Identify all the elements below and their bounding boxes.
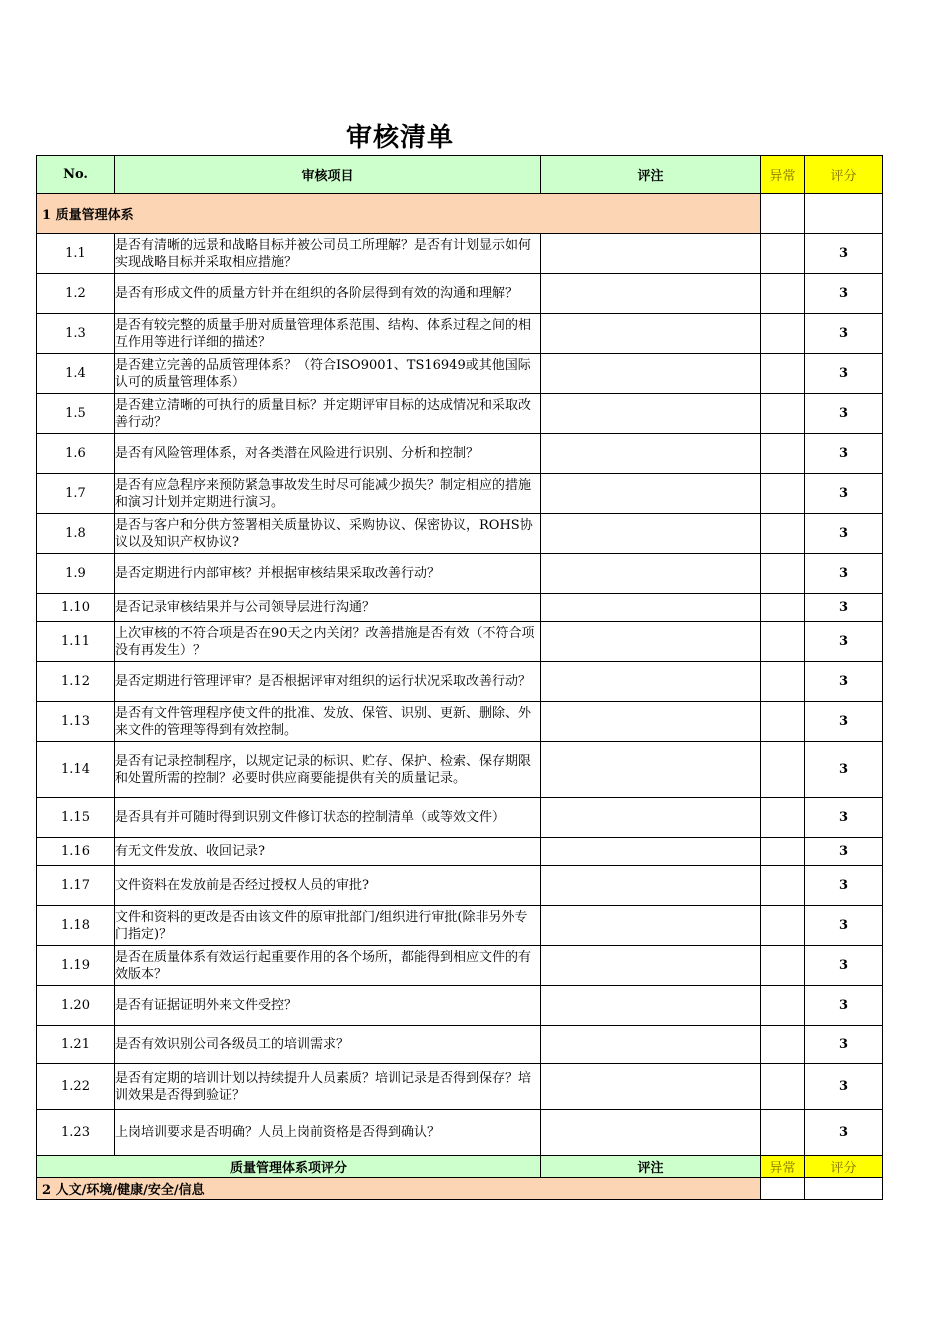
comment-cell[interactable] [541,1110,761,1156]
score-cell[interactable]: 3 [805,838,883,866]
item-text: 是否有形成文件的质量方针并在组织的各阶层得到有效的沟通和理解？ [115,274,541,314]
item-number: 1.2 [37,274,115,314]
comment-cell[interactable] [541,594,761,622]
abnormal-cell[interactable] [761,986,805,1026]
header-row [37,156,883,194]
item-number: 1.4 [37,354,115,394]
score-cell[interactable]: 3 [805,702,883,742]
summary-comment: 评注 [541,1156,761,1178]
page-title: 审核清单 [345,123,454,153]
item-number: 1.3 [37,314,115,354]
comment-cell[interactable] [541,434,761,474]
table-row [37,1026,883,1064]
table-row [37,474,883,514]
score-cell[interactable]: 3 [805,554,883,594]
table-row [37,838,883,866]
item-number: 1.12 [37,662,115,702]
item-text: 文件和资料的更改是否由该文件的原审批部门/组织进行审批(除非另外专门指定)？ [115,906,541,946]
table-row [37,234,883,274]
item-number: 1.1 [37,234,115,274]
item-number: 1.10 [37,594,115,622]
score-cell[interactable]: 3 [805,274,883,314]
abnormal-cell[interactable] [761,1110,805,1156]
abnormal-cell[interactable] [761,514,805,554]
table-row [37,514,883,554]
score-cell[interactable]: 3 [805,314,883,354]
score-cell[interactable]: 3 [805,866,883,906]
audit-table [36,155,883,1200]
comment-cell[interactable] [541,554,761,594]
abnormal-cell[interactable] [761,622,805,662]
score-cell[interactable]: 3 [805,434,883,474]
table-row [37,354,883,394]
section-score-cell[interactable] [805,194,883,234]
item-text: 是否有定期的培训计划以持续提升人员素质？培训记录是否得到保存？培训效果是否得到验证？ [115,1064,541,1110]
summary-row [37,1156,883,1178]
score-cell[interactable]: 3 [805,474,883,514]
abnormal-cell[interactable] [761,434,805,474]
abnormal-cell[interactable] [761,394,805,434]
comment-cell[interactable] [541,946,761,986]
abnormal-cell[interactable] [761,354,805,394]
table-row [37,702,883,742]
table-row [37,986,883,1026]
comment-cell[interactable] [541,474,761,514]
comment-cell[interactable] [541,866,761,906]
item-text: 是否建立清晰的可执行的质量目标？并定期评审目标的达成情况和采取改善行动？ [115,394,541,434]
table-row [37,946,883,986]
header-score: 评分 [805,156,883,194]
item-number: 1.7 [37,474,115,514]
item-text: 是否有清晰的远景和战略目标并被公司员工所理解？是否有计划显示如何实现战略目标并采取相应措施？ [115,234,541,274]
item-number: 1.14 [37,742,115,798]
header-abnormal: 异常 [761,156,805,194]
table-row [37,394,883,434]
section-label: 1 质量管理体系 [37,194,761,234]
item-number: 1.9 [37,554,115,594]
table-row [37,742,883,798]
abnormal-cell[interactable] [761,474,805,514]
abnormal-cell[interactable] [761,946,805,986]
abnormal-cell[interactable] [761,554,805,594]
section-score-cell[interactable] [805,1178,883,1200]
comment-cell[interactable] [541,1064,761,1110]
abnormal-cell[interactable] [761,662,805,702]
comment-cell[interactable] [541,622,761,662]
score-cell[interactable]: 3 [805,906,883,946]
item-text: 上次审核的不符合项是否在90天之内关闭？改善措施是否有效（不符合项没有再发生）？ [115,622,541,662]
score-cell[interactable]: 3 [805,742,883,798]
item-text: 是否有较完整的质量手册对质量管理体系范围、结构、体系过程之间的相互作用等进行详细的描述？ [115,314,541,354]
table-row [37,798,883,838]
comment-cell[interactable] [541,1026,761,1064]
table-row [37,1064,883,1110]
header-item: 审核项目 [115,156,541,194]
table-row [37,554,883,594]
table-row [37,662,883,702]
comment-cell[interactable] [541,234,761,274]
item-text: 是否有风险管理体系，对各类潜在风险进行识别、分析和控制？ [115,434,541,474]
item-number: 1.6 [37,434,115,474]
comment-cell[interactable] [541,798,761,838]
abnormal-cell[interactable] [761,314,805,354]
score-cell[interactable]: 3 [805,798,883,838]
item-number: 1.15 [37,798,115,838]
item-text: 是否具有并可随时得到识别文件修订状态的控制清单（或等效文件） [115,798,541,838]
table-row [37,594,883,622]
item-text: 是否记录审核结果并与公司领导层进行沟通？ [115,594,541,622]
item-number: 1.20 [37,986,115,1026]
score-cell[interactable]: 3 [805,1026,883,1064]
table-row [37,1110,883,1156]
abnormal-cell[interactable] [761,594,805,622]
summary-score: 评分 [805,1156,883,1178]
item-number: 1.17 [37,866,115,906]
score-cell[interactable]: 3 [805,622,883,662]
abnormal-cell[interactable] [761,742,805,798]
comment-cell[interactable] [541,986,761,1026]
score-cell[interactable]: 3 [805,594,883,622]
abnormal-cell[interactable] [761,702,805,742]
comment-cell[interactable] [541,314,761,354]
score-cell[interactable]: 3 [805,1064,883,1110]
abnormal-cell[interactable] [761,1064,805,1110]
section-row [37,1178,883,1200]
comment-cell[interactable] [541,838,761,866]
item-number: 1.19 [37,946,115,986]
item-number: 1.23 [37,1110,115,1156]
table-row [37,622,883,662]
item-text: 是否定期进行管理评审？是否根据评审对组织的运行状况采取改善行动？ [115,662,541,702]
table-row [37,434,883,474]
table-row [37,866,883,906]
item-number: 1.8 [37,514,115,554]
score-cell[interactable]: 3 [805,354,883,394]
item-text: 是否定期进行内部审核？并根据审核结果采取改善行动？ [115,554,541,594]
score-cell[interactable]: 3 [805,662,883,702]
section-row [37,194,883,234]
item-number: 1.22 [37,1064,115,1110]
item-text: 是否有证据证明外来文件受控？ [115,986,541,1026]
abnormal-cell[interactable] [761,234,805,274]
abnormal-cell[interactable] [761,274,805,314]
item-number: 1.16 [37,838,115,866]
abnormal-cell[interactable] [761,798,805,838]
item-text: 是否有文件管理程序使文件的批准、发放、保管、识别、更新、删除、外来文件的管理等得到有效控制。 [115,702,541,742]
item-number: 1.13 [37,702,115,742]
header-comment: 评注 [541,156,761,194]
abnormal-cell[interactable] [761,906,805,946]
comment-cell[interactable] [541,354,761,394]
section-label: 2 人文/环境/健康/安全/信息 [37,1178,761,1200]
abnormal-cell[interactable] [761,866,805,906]
comment-cell[interactable] [541,702,761,742]
table-row [37,906,883,946]
comment-cell[interactable] [541,274,761,314]
item-text: 是否有记录控制程序，以规定记录的标识、贮存、保护、检索、保存期限和处置所需的控制？必要时供应商要能提供有关的质量记录。 [115,742,541,798]
item-number: 1.18 [37,906,115,946]
comment-cell[interactable] [541,662,761,702]
score-cell[interactable]: 3 [805,946,883,986]
item-text: 是否建立完善的品质管理体系？（符合ISO9001、TS16949或其他国际认可的质量管理体系） [115,354,541,394]
comment-cell[interactable] [541,514,761,554]
summary-label: 质量管理体系项评分 [37,1156,541,1178]
section-abnormal-cell[interactable] [761,1178,805,1200]
score-cell[interactable]: 3 [805,1110,883,1156]
score-cell[interactable]: 3 [805,394,883,434]
section-abnormal-cell[interactable] [761,194,805,234]
table-row [37,314,883,354]
item-text: 上岗培训要求是否明确？人员上岗前资格是否得到确认？ [115,1110,541,1156]
item-text: 是否有效识别公司各级员工的培训需求？ [115,1026,541,1064]
comment-cell[interactable] [541,742,761,798]
table-row [37,274,883,314]
abnormal-cell[interactable] [761,1026,805,1064]
score-cell[interactable]: 3 [805,514,883,554]
abnormal-cell[interactable] [761,838,805,866]
comment-cell[interactable] [541,906,761,946]
item-text: 有无文件发放、收回记录? [115,838,541,866]
item-number: 1.5 [37,394,115,434]
summary-abnormal: 异常 [761,1156,805,1178]
score-cell[interactable]: 3 [805,234,883,274]
item-text: 是否在质量体系有效运行起重要作用的各个场所，都能得到相应文件的有效版本？ [115,946,541,986]
item-text: 是否与客户和分供方签署相关质量协议、采购协议、保密协议，ROHS协议以及知识产权协议? [115,514,541,554]
item-number: 1.11 [37,622,115,662]
comment-cell[interactable] [541,394,761,434]
item-text: 是否有应急程序来预防紧急事故发生时尽可能减少损失？制定相应的措施和演习计划并定期进行演习。 [115,474,541,514]
header-no: No. [37,156,115,194]
item-number: 1.21 [37,1026,115,1064]
item-text: 文件资料在发放前是否经过授权人员的审批? [115,866,541,906]
score-cell[interactable]: 3 [805,986,883,1026]
